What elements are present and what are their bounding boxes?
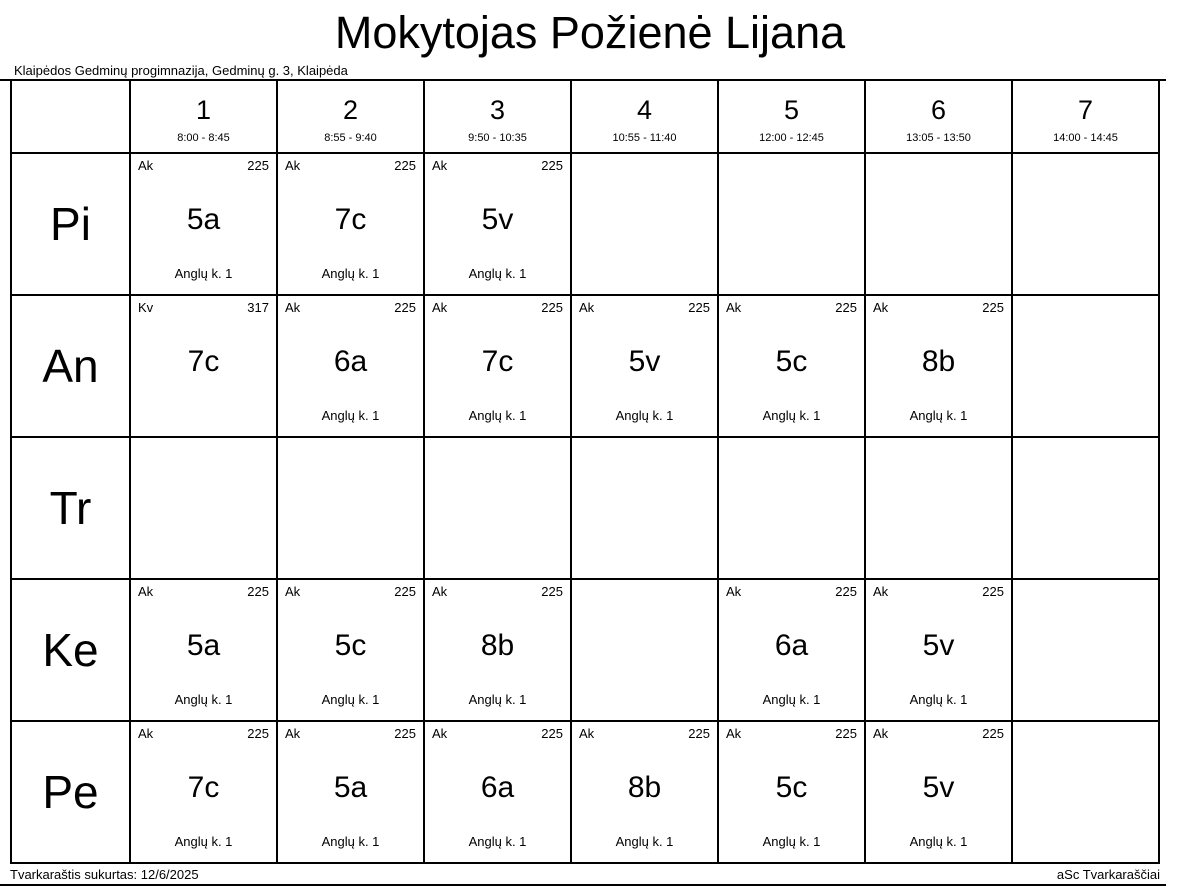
subject-name: Anglų k. 1 — [909, 408, 968, 423]
lesson — [425, 154, 570, 294]
class-name: 8b — [627, 770, 662, 804]
subject-name: Anglų k. 1 — [321, 692, 380, 707]
timetable-table — [10, 79, 1160, 864]
teacher-code: Ak — [138, 584, 154, 599]
subject-name: Anglų k. 1 — [468, 834, 527, 849]
room-number: 225 — [835, 584, 857, 599]
lesson-top-row — [278, 580, 423, 599]
day-label-Pe: Pe — [11, 721, 130, 863]
lesson — [866, 580, 1011, 720]
teacher-code: Ak — [432, 300, 448, 315]
subtitle-rule — [0, 60, 1166, 81]
lesson-top-row — [425, 722, 570, 741]
lesson-top-row — [131, 722, 276, 741]
lesson-cell — [865, 721, 1012, 863]
teacher-code: Kv — [138, 300, 154, 315]
subject-name: Anglų k. 1 — [174, 266, 233, 281]
subject-name: Anglų k. 1 — [174, 692, 233, 707]
room-number: 225 — [247, 158, 269, 173]
lesson-top-row — [425, 580, 570, 599]
class-name: 7c — [187, 344, 220, 378]
subject-name: Anglų k. 1 — [762, 692, 821, 707]
empty-cell — [1012, 437, 1159, 579]
period-header-3 — [424, 80, 571, 153]
lesson-cell — [277, 579, 424, 721]
lesson — [131, 580, 276, 720]
lesson-top-row — [131, 296, 276, 315]
lesson-cell — [718, 579, 865, 721]
empty-cell — [277, 437, 424, 579]
subject-name: Anglų k. 1 — [321, 408, 380, 423]
empty-cell — [718, 437, 865, 579]
period-time: 10:55 - 11:40 — [612, 132, 677, 144]
lesson — [425, 722, 570, 862]
class-name: 5v — [922, 628, 955, 662]
class-name: 8b — [480, 628, 515, 662]
lesson-cell — [130, 295, 277, 437]
period-time: 8:00 - 8:45 — [177, 132, 230, 144]
lesson — [425, 296, 570, 436]
lesson — [131, 296, 276, 436]
period-number: 6 — [930, 95, 947, 125]
room-number: 225 — [688, 726, 710, 741]
lesson-cell — [571, 721, 718, 863]
lesson-cell — [571, 295, 718, 437]
corner-cell — [11, 80, 130, 153]
room-number: 225 — [247, 726, 269, 741]
room-number: 225 — [394, 158, 416, 173]
class-name: 5a — [186, 628, 221, 662]
subject-name: Anglų k. 1 — [909, 692, 968, 707]
period-header-6 — [865, 80, 1012, 153]
class-name: 8b — [921, 344, 956, 378]
teacher-code: Ak — [873, 300, 889, 315]
lesson — [572, 296, 717, 436]
lesson-top-row — [719, 722, 864, 741]
empty-cell — [718, 153, 865, 295]
lesson-top-row — [866, 722, 1011, 741]
subject-name: Anglų k. 1 — [321, 834, 380, 849]
subject-name: Anglų k. 1 — [615, 834, 674, 849]
room-number: 225 — [394, 300, 416, 315]
lesson-top-row — [572, 722, 717, 741]
lesson-top-row — [719, 580, 864, 599]
page-title: Mokytojas Požienė Lijana — [334, 7, 846, 58]
subject-name: Anglų k. 1 — [468, 408, 527, 423]
period-header-7 — [1012, 80, 1159, 153]
room-number: 225 — [247, 584, 269, 599]
teacher-code: Ak — [432, 584, 448, 599]
lesson-cell — [865, 579, 1012, 721]
created-date: Tvarkaraštis sukurtas: 12/6/2025 — [10, 867, 199, 882]
empty-cell — [865, 437, 1012, 579]
subject-name — [131, 408, 276, 436]
room-number: 225 — [835, 726, 857, 741]
empty-cell — [130, 437, 277, 579]
class-name: 5c — [775, 344, 808, 378]
room-number: 225 — [982, 726, 1004, 741]
lesson-cell — [130, 579, 277, 721]
lesson-top-row — [866, 580, 1011, 599]
lesson-cell — [718, 721, 865, 863]
day-label-Tr: Tr — [11, 437, 130, 579]
lesson-top-row — [425, 296, 570, 315]
subject-name: Anglų k. 1 — [909, 834, 968, 849]
lesson — [131, 154, 276, 294]
lesson-top-row — [278, 296, 423, 315]
lesson-top-row — [131, 154, 276, 173]
period-number: 1 — [195, 95, 212, 125]
lesson-cell — [277, 721, 424, 863]
lesson — [425, 580, 570, 720]
brand-label: aSc Tvarkaraščiai — [1056, 867, 1160, 882]
day-label-Ke: Ke — [11, 579, 130, 721]
class-name: 7c — [187, 770, 220, 804]
period-header-5 — [718, 80, 865, 153]
lesson — [278, 722, 423, 862]
lesson-top-row — [278, 154, 423, 173]
lesson-cell — [424, 295, 571, 437]
lesson — [866, 722, 1011, 862]
subject-name: Anglų k. 1 — [615, 408, 674, 423]
class-name: 5c — [775, 770, 808, 804]
teacher-code: Ak — [285, 584, 301, 599]
teacher-code: Ak — [579, 726, 595, 741]
lesson — [572, 722, 717, 862]
room-number: 225 — [835, 300, 857, 315]
lesson — [719, 296, 864, 436]
empty-cell — [1012, 295, 1159, 437]
period-number: 2 — [342, 95, 359, 125]
subject-name: Anglų k. 1 — [468, 692, 527, 707]
lesson-cell — [277, 153, 424, 295]
teacher-code: Ak — [285, 158, 301, 173]
period-number: 3 — [489, 95, 506, 125]
lesson-top-row — [572, 296, 717, 315]
subject-name: Anglų k. 1 — [762, 834, 821, 849]
period-number: 5 — [783, 95, 800, 125]
teacher-code: Ak — [873, 726, 889, 741]
period-time: 9:50 - 10:35 — [468, 132, 527, 144]
period-time: 8:55 - 9:40 — [324, 132, 377, 144]
lesson-cell — [424, 579, 571, 721]
timetable-page — [0, 6, 1180, 893]
teacher-code: Ak — [432, 158, 448, 173]
school-subtitle: Klaipėdos Gedminų progimnazija, Gedminų g. 3, Klaipėda — [14, 63, 348, 78]
empty-cell — [865, 153, 1012, 295]
teacher-code: Ak — [579, 300, 595, 315]
lesson-cell — [424, 721, 571, 863]
class-name: 7c — [334, 202, 367, 236]
class-name: 6a — [480, 770, 515, 804]
class-name: 6a — [774, 628, 809, 662]
room-number: 317 — [247, 300, 269, 315]
class-name: 7c — [481, 344, 514, 378]
lesson — [719, 722, 864, 862]
class-name: 6a — [333, 344, 368, 378]
lesson-cell — [277, 295, 424, 437]
lesson — [278, 154, 423, 294]
lesson-cell — [424, 153, 571, 295]
lesson-top-row — [719, 296, 864, 315]
lesson-top-row — [866, 296, 1011, 315]
class-name: 5v — [922, 770, 955, 804]
day-label-Pi: Pi — [11, 153, 130, 295]
teacher-code: Ak — [285, 726, 301, 741]
lesson-cell — [865, 295, 1012, 437]
teacher-code: Ak — [726, 726, 742, 741]
period-time: 12:00 - 12:45 — [759, 132, 824, 144]
teacher-code: Ak — [726, 300, 742, 315]
class-name: 5a — [333, 770, 368, 804]
class-name: 5a — [186, 202, 221, 236]
room-number: 225 — [394, 584, 416, 599]
page-footer — [0, 865, 1166, 886]
lesson — [278, 296, 423, 436]
room-number: 225 — [541, 158, 563, 173]
period-header-1 — [130, 80, 277, 153]
lesson — [278, 580, 423, 720]
period-time: 13:05 - 13:50 — [906, 132, 971, 144]
class-name: 5c — [334, 628, 367, 662]
day-row-An — [11, 295, 1159, 437]
room-number: 225 — [394, 726, 416, 741]
empty-cell — [571, 579, 718, 721]
period-time: 14:00 - 14:45 — [1053, 132, 1118, 144]
teacher-code: Ak — [726, 584, 742, 599]
teacher-code: Ak — [138, 726, 154, 741]
lesson-top-row — [425, 154, 570, 173]
subject-name: Anglų k. 1 — [321, 266, 380, 281]
lesson-cell — [718, 295, 865, 437]
room-number: 225 — [541, 584, 563, 599]
period-number: 7 — [1077, 95, 1094, 125]
teacher-code: Ak — [432, 726, 448, 741]
lesson — [866, 296, 1011, 436]
lesson-cell — [130, 721, 277, 863]
room-number: 225 — [688, 300, 710, 315]
empty-cell — [571, 153, 718, 295]
day-row-Ke — [11, 579, 1159, 721]
period-header-4 — [571, 80, 718, 153]
empty-cell — [1012, 579, 1159, 721]
teacher-code: Ak — [873, 584, 889, 599]
day-row-Pe — [11, 721, 1159, 863]
subject-name: Anglų k. 1 — [468, 266, 527, 281]
day-row-Pi — [11, 153, 1159, 295]
period-number: 4 — [636, 95, 653, 125]
lesson-top-row — [131, 580, 276, 599]
day-row-Tr — [11, 437, 1159, 579]
class-name: 5v — [628, 344, 661, 378]
empty-cell — [1012, 153, 1159, 295]
subject-name: Anglų k. 1 — [762, 408, 821, 423]
day-label-An: An — [11, 295, 130, 437]
empty-cell — [424, 437, 571, 579]
subject-name: Anglų k. 1 — [174, 834, 233, 849]
room-number: 225 — [541, 300, 563, 315]
empty-cell — [571, 437, 718, 579]
lesson-cell — [130, 153, 277, 295]
room-number: 225 — [982, 300, 1004, 315]
period-header-row — [11, 80, 1159, 153]
room-number: 225 — [541, 726, 563, 741]
empty-cell — [1012, 721, 1159, 863]
lesson-top-row — [278, 722, 423, 741]
lesson — [131, 722, 276, 862]
period-header-2 — [277, 80, 424, 153]
class-name: 5v — [481, 202, 514, 236]
room-number: 225 — [982, 584, 1004, 599]
teacher-code: Ak — [138, 158, 154, 173]
teacher-code: Ak — [285, 300, 301, 315]
lesson — [719, 580, 864, 720]
